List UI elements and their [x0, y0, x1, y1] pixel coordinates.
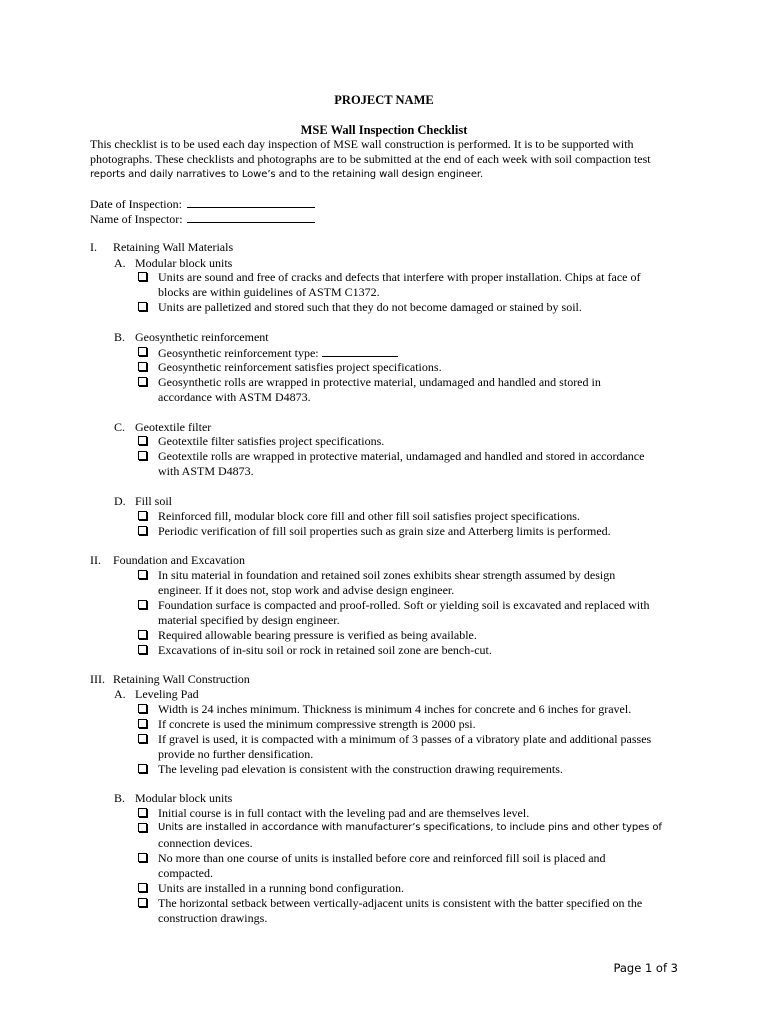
page-number: Page 1 of 3 [613, 961, 678, 975]
checkbox-icon[interactable] [138, 853, 147, 862]
checkbox-icon[interactable] [138, 436, 147, 445]
date-label: Date of Inspection: [90, 197, 182, 211]
checklist-item: Foundation surface is compacted and proof-rolled. Soft or yielding soil is excavated and replaced with material specified by design engineer. [138, 598, 678, 628]
checkbox-icon[interactable] [138, 898, 147, 907]
checklist-item: If gravel is used, it is compacted with a minimum of 3 passes of a vibratory plate and additional passes provide no further densification. [138, 732, 678, 762]
checkbox-icon[interactable] [138, 764, 147, 773]
intro-line-2: photographs. These checklists and photographs are to be submitted at the end of each week with soil compaction test [90, 152, 651, 166]
checkbox-icon[interactable] [138, 600, 147, 609]
subsection-heading: B. Modular block units [114, 791, 233, 805]
inspector-label: Name of Inspector: [90, 212, 183, 226]
checkbox-icon[interactable] [138, 570, 147, 579]
checklist-item: Geosynthetic rolls are wrapped in protective material, undamaged and handled and stored in accordance with ASTM D4873. [138, 375, 678, 405]
checkbox-icon[interactable] [138, 883, 147, 892]
checklist-item: Excavations of in-situ soil or rock in retained soil zone are bench-cut. [138, 643, 678, 658]
checkbox-icon[interactable] [138, 362, 147, 371]
checklist-item: Required allowable bearing pressure is verified as being available. [138, 628, 678, 643]
checkbox-icon[interactable] [138, 302, 147, 311]
checklist-item: Reinforced fill, modular block core fill and other fill soil satisfies project specifications. [138, 509, 678, 524]
date-blank[interactable] [187, 196, 315, 208]
checklist-item: Units are palletized and stored such that they do not become damaged or stained by soil. [138, 300, 678, 315]
checklist-item: No more than one course of units is installed before core and reinforced fill soil is placed and compacted. [138, 851, 678, 881]
checkbox-icon[interactable] [138, 808, 147, 817]
name-of-inspector-field [90, 211, 315, 226]
checkbox-icon[interactable] [138, 377, 147, 386]
section-heading: III. Retaining Wall Construction [90, 672, 250, 686]
checklist-item: Geosynthetic reinforcement type: [138, 345, 678, 361]
checkbox-icon[interactable] [138, 704, 147, 713]
checklist-item: The horizontal setback between vertically-adjacent units is consistent with the batter specified on the construction drawings. [138, 896, 678, 926]
checklist-item: In situ material in foundation and retained soil zones exhibits shear strength assumed by design engineer. If it does not, stop work and advise design engineer. [138, 568, 678, 598]
project-name: PROJECT NAME [334, 93, 434, 107]
document-title: MSE Wall Inspection Checklist [300, 123, 468, 137]
date-of-inspection-field [90, 196, 315, 211]
checklist-item: The leveling pad elevation is consistent with the construction drawing requirements. [138, 762, 678, 777]
checklist-item: Geosynthetic reinforcement satisfies project specifications. [138, 360, 678, 375]
subsection-heading: D. Fill soil [114, 494, 173, 508]
intro-line-1: This checklist is to be used each day inspection of MSE wall construction is performed. It is to be supported with [90, 137, 634, 151]
subsection-heading: A. Leveling Pad [114, 687, 199, 701]
checkbox-icon[interactable] [138, 734, 147, 743]
subsection-heading: A. Modular block units [114, 256, 233, 270]
checklist-item: Periodic verification of fill soil properties such as grain size and Atterberg limits is performed. [138, 524, 678, 539]
checklist-item: Initial course is in full contact with the leveling pad and are themselves level. [138, 806, 678, 821]
section-heading: I. Retaining Wall Materials [90, 240, 234, 254]
checkbox-icon[interactable] [138, 719, 147, 728]
checklist-item: If concrete is used the minimum compressive strength is 2000 psi. [138, 717, 678, 732]
checkbox-icon[interactable] [138, 347, 147, 356]
checklist-item: Units are installed in a running bond configuration. [138, 881, 678, 896]
intro-line-3: reports and daily narratives to Lowe’s and to the retaining wall design engineer. [90, 169, 484, 180]
checklist-item: Geotextile filter satisfies project specifications. [138, 434, 678, 449]
checkbox-icon[interactable] [138, 272, 147, 281]
inspector-blank[interactable] [187, 211, 315, 223]
checkbox-icon[interactable] [138, 630, 147, 639]
checkbox-icon[interactable] [138, 526, 147, 535]
checklist-item: Units are sound and free of cracks and defects that interfere with proper installation. Chips at face of blocks are within guidelines of ASTM C1372. [138, 270, 678, 300]
checkbox-icon[interactable] [138, 451, 147, 460]
checklist-item: Units are installed in accordance with manufacturer’s specifications, to include pins and other types of connection devices. [138, 821, 678, 851]
checklist-item: Width is 24 inches minimum. Thickness is minimum 4 inches for concrete and 6 inches for gravel. [138, 702, 678, 717]
checklist-item: Geotextile rolls are wrapped in protective material, undamaged and handled and stored in accordance with ASTM D4873. [138, 449, 678, 479]
subsection-heading: C. Geotextile filter [114, 420, 212, 434]
subsection-heading: B. Geosynthetic reinforcement [114, 330, 269, 344]
checkbox-icon[interactable] [138, 823, 147, 832]
checkbox-icon[interactable] [138, 511, 147, 520]
section-heading: II. Foundation and Excavation [90, 553, 245, 567]
reinforcement-type-blank[interactable] [322, 345, 398, 357]
checkbox-icon[interactable] [138, 645, 147, 654]
